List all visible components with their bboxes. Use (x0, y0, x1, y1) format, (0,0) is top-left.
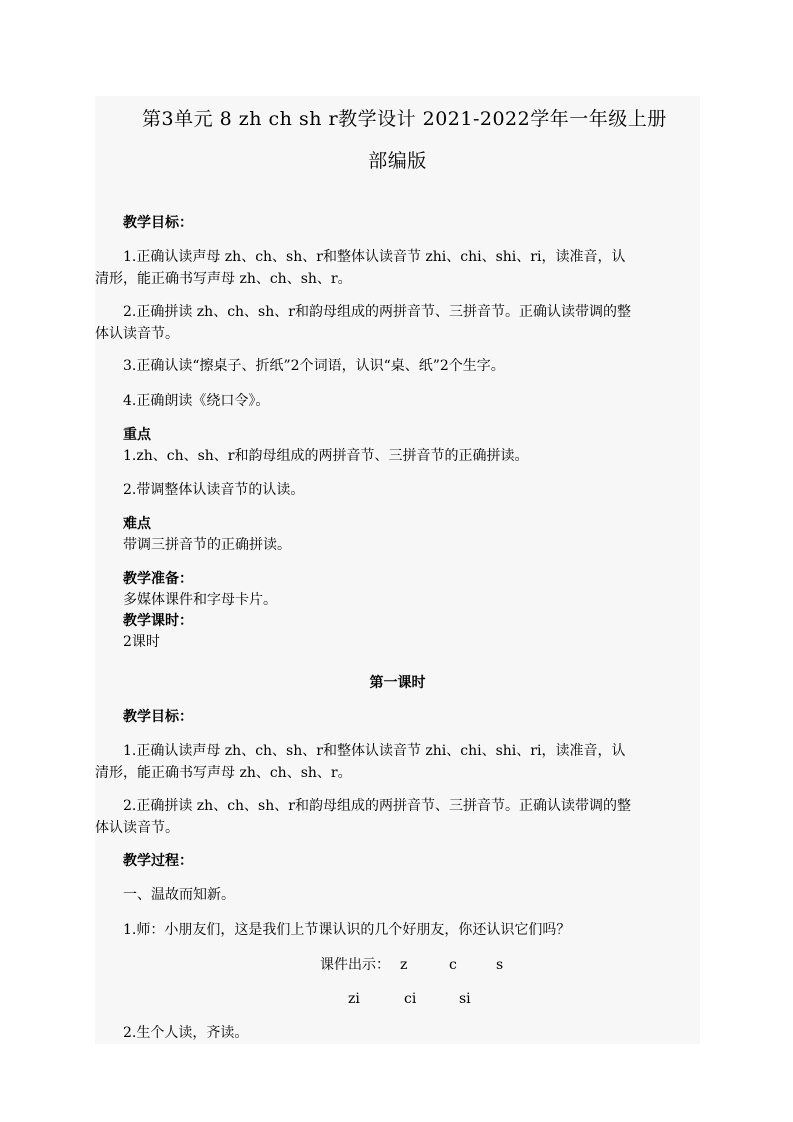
objectives-heading: 教学目标： (123, 215, 193, 231)
lesson-1-objective-2-line2: 体认读音节。 (95, 820, 179, 836)
lesson-1-objective-1-line2: 清形，能正确书写声母 zh、ch、sh、r。 (95, 765, 352, 781)
letter-c: c (449, 957, 457, 973)
letter-z: z (400, 957, 408, 973)
objective-1-line2: 清形，能正确书写声母 zh、ch、sh、r。 (95, 271, 352, 287)
key-point-1: 1.zh、ch、sh、r和韵母组成的两拼音节、三拼音节的正确拼读。 (123, 448, 529, 464)
class-hours-1: 2课时 (123, 634, 160, 650)
syllable-si: si (459, 991, 471, 1007)
class-hours-heading: 教学课时： (123, 613, 193, 629)
lesson-1-heading: 第一课时 (369, 675, 426, 691)
difficulty-1: 带调三拼音节的正确拼读。 (123, 537, 291, 553)
syllable-ci: ci (404, 991, 417, 1007)
objective-3: 3.正确认读“擦桌子、折纸”2个词语，认识“桌、纸”2个生字。 (123, 358, 505, 374)
lesson-1-objective-1-line1: 1.正确认读声母 zh、ch、sh、r和整体认读音节 zhi、chi、shi、ri，读准音，认 (123, 743, 626, 759)
objective-2-line2: 体认读音节。 (95, 326, 179, 342)
key-point-2: 2.带调整体认读音节的认读。 (123, 482, 305, 498)
preparation-1: 多媒体课件和字母卡片。 (123, 592, 277, 608)
step-1: 一、温故而知新。 (123, 887, 235, 903)
document-title-line2: 部编版 (368, 150, 427, 172)
objective-2-line1: 2.正确拼读 zh、ch、sh、r和韵母组成的两拼音节、三拼音节。正确认读带调的整 (123, 304, 631, 320)
lesson-1-objective-2-line1: 2.正确拼读 zh、ch、sh、r和韵母组成的两拼音节、三拼音节。正确认读带调的整 (123, 798, 631, 814)
objective-4: 4.正确朗读《绕口令》。 (123, 393, 270, 409)
letter-s: s (496, 957, 504, 973)
key-points-heading: 重点 (123, 427, 151, 443)
document-title-line1: 第3单元 8 zh ch sh r教学设计 2021-2022学年一年级上册 (142, 108, 667, 130)
step-1-2: 2.生个人读，齐读。 (123, 1025, 249, 1041)
objective-1-line1: 1.正确认读声母 zh、ch、sh、r和整体认读音节 zhi、chi、shi、ri，读准音，认 (123, 249, 626, 265)
syllable-zi: zi (348, 991, 360, 1007)
difficulty-heading: 难点 (123, 516, 151, 532)
lesson-1-objectives-heading: 教学目标： (123, 709, 193, 725)
courseware-label: 课件出示： (320, 957, 390, 973)
preparation-heading: 教学准备： (123, 571, 193, 587)
step-1-1: 1.师：小朋友们，这是我们上节课认识的几个好朋友，你还认识它们吗？ (123, 922, 571, 938)
process-heading: 教学过程： (123, 853, 193, 869)
